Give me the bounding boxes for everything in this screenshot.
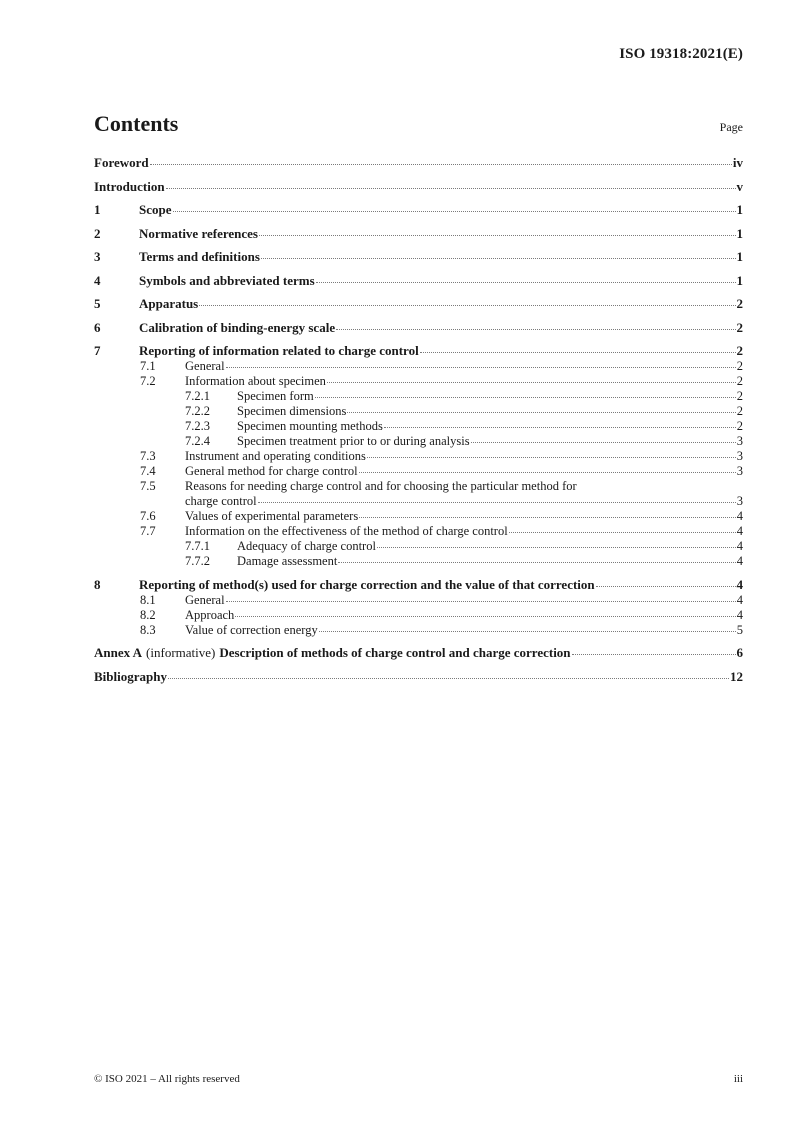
- toc-entry-number: 8.1: [140, 592, 156, 607]
- table-of-contents: [94, 155, 743, 685]
- document-id: ISO 19318:2021(E): [619, 46, 743, 62]
- toc-entry-number: 2: [94, 225, 101, 241]
- page-column-label: Page: [719, 120, 743, 134]
- toc-entry-7-7-2[interactable]: [94, 554, 743, 569]
- dot-leader: [420, 352, 736, 353]
- dot-leader: [384, 427, 736, 428]
- toc-entry-7-2-1[interactable]: [94, 389, 743, 404]
- toc-entry-number: 7.6: [140, 509, 156, 523]
- toc-entry-title: Information about specimen: [185, 374, 326, 388]
- toc-entry-page: 4: [736, 539, 743, 553]
- toc-entry-1[interactable]: [94, 202, 743, 218]
- toc-entry-number: 6: [94, 319, 101, 335]
- dot-leader: [359, 517, 736, 518]
- toc-entry-7-6[interactable]: [94, 509, 743, 524]
- toc-entry-title: General: [185, 359, 225, 373]
- toc-entry-7-2-3[interactable]: [94, 419, 743, 434]
- dot-leader: [199, 305, 735, 306]
- toc-entry-page: 2: [736, 389, 743, 403]
- dot-leader: [258, 502, 736, 503]
- toc-entry-number: 7: [94, 343, 101, 358]
- toc-entry-6[interactable]: [94, 320, 743, 336]
- toc-entry-7-5[interactable]: [94, 479, 743, 494]
- toc-entry-number: 8.2: [140, 607, 156, 622]
- dot-leader: [338, 562, 735, 563]
- dot-leader: [226, 367, 736, 368]
- toc-entry-number: 8: [94, 576, 101, 592]
- toc-entry-page: 4: [736, 607, 743, 622]
- toc-entry-number: 7.7.2: [185, 554, 210, 568]
- dot-leader: [336, 329, 735, 330]
- toc-entry-number: 7.4: [140, 464, 156, 478]
- toc-entry-number: 1: [94, 202, 101, 217]
- dot-leader: [235, 616, 735, 617]
- toc-entry-7-2-2[interactable]: [94, 404, 743, 419]
- toc-entry-page: 2: [736, 404, 743, 418]
- toc-entry-title: Bibliography: [94, 668, 167, 684]
- toc-entry-7-2[interactable]: [94, 374, 743, 389]
- toc-entry-title: Reasons for needing charge control and for choosing the particular method for: [185, 479, 577, 493]
- toc-entry-page: 2: [736, 296, 743, 311]
- toc-entry-7-1[interactable]: [94, 359, 743, 374]
- dot-leader: [471, 442, 736, 443]
- toc-entry-number: 7.2.1: [185, 389, 210, 403]
- toc-entry-page: 1: [736, 202, 743, 217]
- toc-entry-bibliography[interactable]: [94, 669, 743, 685]
- toc-entry-title: Approach: [185, 607, 235, 622]
- toc-entry-foreword[interactable]: [94, 155, 743, 171]
- dot-leader: [509, 532, 736, 533]
- toc-entry-title: Terms and definitions: [139, 249, 260, 264]
- toc-entry-number: 5: [94, 296, 101, 311]
- toc-entry-3[interactable]: [94, 249, 743, 265]
- toc-entry-title: General method for charge control: [185, 464, 358, 478]
- toc-entry-7-7[interactable]: [94, 524, 743, 539]
- toc-entry-title: Scope: [139, 202, 172, 217]
- page-title: Contents: [94, 111, 179, 136]
- contents-header: [94, 111, 743, 137]
- toc-entry-2[interactable]: [94, 226, 743, 242]
- toc-entry-7-5-continuation[interactable]: [94, 494, 743, 509]
- toc-entry-8-1[interactable]: [94, 593, 743, 608]
- toc-entry-introduction[interactable]: [94, 179, 743, 195]
- toc-entry-title: Introduction: [94, 178, 165, 194]
- toc-entry-7-7-1[interactable]: [94, 539, 743, 554]
- toc-entry-title: Instrument and operating conditions: [185, 449, 366, 463]
- toc-entry-page: 4: [736, 524, 743, 538]
- toc-entry-title: Reporting of method(s) used for charge correction and the value of that correction: [139, 576, 595, 592]
- dot-leader: [315, 397, 736, 398]
- toc-entry-number: 7.2.3: [185, 419, 210, 433]
- toc-entry-page: 3: [736, 434, 743, 448]
- toc-entry-number: 7.7.1: [185, 539, 210, 553]
- page-footer: [94, 1073, 743, 1085]
- toc-entry-page: 3: [736, 449, 743, 463]
- toc-entry-5[interactable]: [94, 296, 743, 312]
- dot-leader: [377, 547, 736, 548]
- toc-entry-number: 7.1: [140, 359, 156, 373]
- toc-entry-7-4[interactable]: [94, 464, 743, 479]
- toc-entry-number: 4: [94, 272, 101, 288]
- toc-entry-number: 8.3: [140, 622, 156, 637]
- dot-leader: [319, 631, 736, 632]
- toc-entry-title: Specimen mounting methods: [237, 419, 383, 433]
- dot-leader: [166, 188, 736, 189]
- dot-leader: [173, 211, 736, 212]
- dot-leader: [150, 164, 732, 165]
- toc-entry-title: Specimen treatment prior to or during analysis: [237, 434, 470, 448]
- toc-entry-title: General: [185, 592, 225, 607]
- toc-entry-annex-qualifier: (informative): [146, 645, 216, 660]
- page-number: iii: [733, 1073, 743, 1085]
- dot-leader: [226, 601, 736, 602]
- toc-entry-number: 7.3: [140, 449, 156, 463]
- toc-entry-page: v: [736, 178, 743, 194]
- toc-entry-page: iv: [732, 155, 743, 170]
- toc-entry-title: Symbols and abbreviated terms: [139, 272, 315, 288]
- dot-leader: [359, 472, 736, 473]
- toc-entry-page: 4: [736, 576, 743, 592]
- toc-entry-7[interactable]: [94, 343, 743, 359]
- dot-leader: [572, 654, 736, 655]
- toc-entry-page: 4: [736, 509, 743, 523]
- toc-entry-number: 7.7: [140, 524, 156, 538]
- toc-entry-page: 2: [736, 343, 743, 358]
- toc-entry-title: Information on the effectiveness of the method of charge control: [185, 524, 508, 538]
- toc-entry-page: 5: [736, 622, 743, 637]
- dot-leader: [261, 258, 736, 259]
- toc-entry-7-3[interactable]: [94, 449, 743, 464]
- toc-entry-title: Damage assessment: [237, 554, 338, 568]
- dot-leader: [316, 282, 736, 283]
- toc-entry-title: Reporting of information related to charge control: [139, 343, 419, 358]
- toc-entry-title: Foreword: [94, 155, 149, 170]
- dot-leader: [596, 586, 736, 587]
- toc-entry-4[interactable]: [94, 273, 743, 289]
- toc-entry-title: Normative references: [139, 225, 258, 241]
- toc-entry-8[interactable]: [94, 577, 743, 593]
- toc-entry-title: Apparatus: [139, 296, 199, 311]
- toc-entry-page: 1: [736, 249, 743, 264]
- toc-entry-title: Adequacy of charge control: [237, 539, 376, 553]
- dot-leader: [367, 457, 736, 458]
- dot-leader: [168, 678, 729, 679]
- copyright-notice: © ISO 2021 – All rights reserved: [94, 1073, 240, 1085]
- toc-entry-number: 7.2: [140, 374, 156, 388]
- toc-entry-page: 2: [736, 374, 743, 388]
- toc-entry-number: 7.2.2: [185, 404, 210, 418]
- dot-leader: [259, 235, 736, 236]
- toc-entry-number: 7.2.4: [185, 434, 210, 448]
- toc-entry-annex-a[interactable]: [94, 645, 743, 661]
- toc-entry-title: Calibration of binding-energy scale: [139, 319, 336, 335]
- toc-entry-page: 1: [736, 272, 743, 288]
- toc-entry-annex-label: Annex A: [94, 645, 143, 660]
- toc-entry-page: 6: [736, 645, 743, 660]
- toc-entry-page: 4: [736, 592, 743, 607]
- toc-entry-page: 2: [736, 319, 743, 335]
- dot-leader: [347, 412, 735, 413]
- toc-entry-title: Value of correction energy: [185, 622, 318, 637]
- toc-entry-page: 3: [736, 494, 743, 508]
- toc-entry-7-2-4[interactable]: [94, 434, 743, 449]
- toc-entry-page: 2: [736, 359, 743, 373]
- toc-entry-number: 7.5: [140, 479, 156, 493]
- toc-entry-8-3[interactable]: [94, 623, 743, 638]
- toc-entry-page: 3: [736, 464, 743, 478]
- toc-entry-page: 1: [736, 225, 743, 241]
- toc-entry-page: 12: [730, 668, 743, 684]
- dot-leader: [327, 382, 736, 383]
- toc-entry-title: Description of methods of charge control and charge correction: [219, 645, 571, 660]
- toc-entry-title: Specimen form: [237, 389, 314, 403]
- toc-entry-title-continuation: charge control: [185, 494, 257, 508]
- toc-entry-page: 4: [736, 554, 743, 568]
- toc-entry-title: Values of experimental parameters: [185, 509, 359, 523]
- toc-entry-8-2[interactable]: [94, 608, 743, 623]
- toc-entry-page: 2: [736, 419, 743, 433]
- toc-entry-title: Specimen dimensions: [237, 404, 347, 418]
- toc-entry-number: 3: [94, 249, 101, 264]
